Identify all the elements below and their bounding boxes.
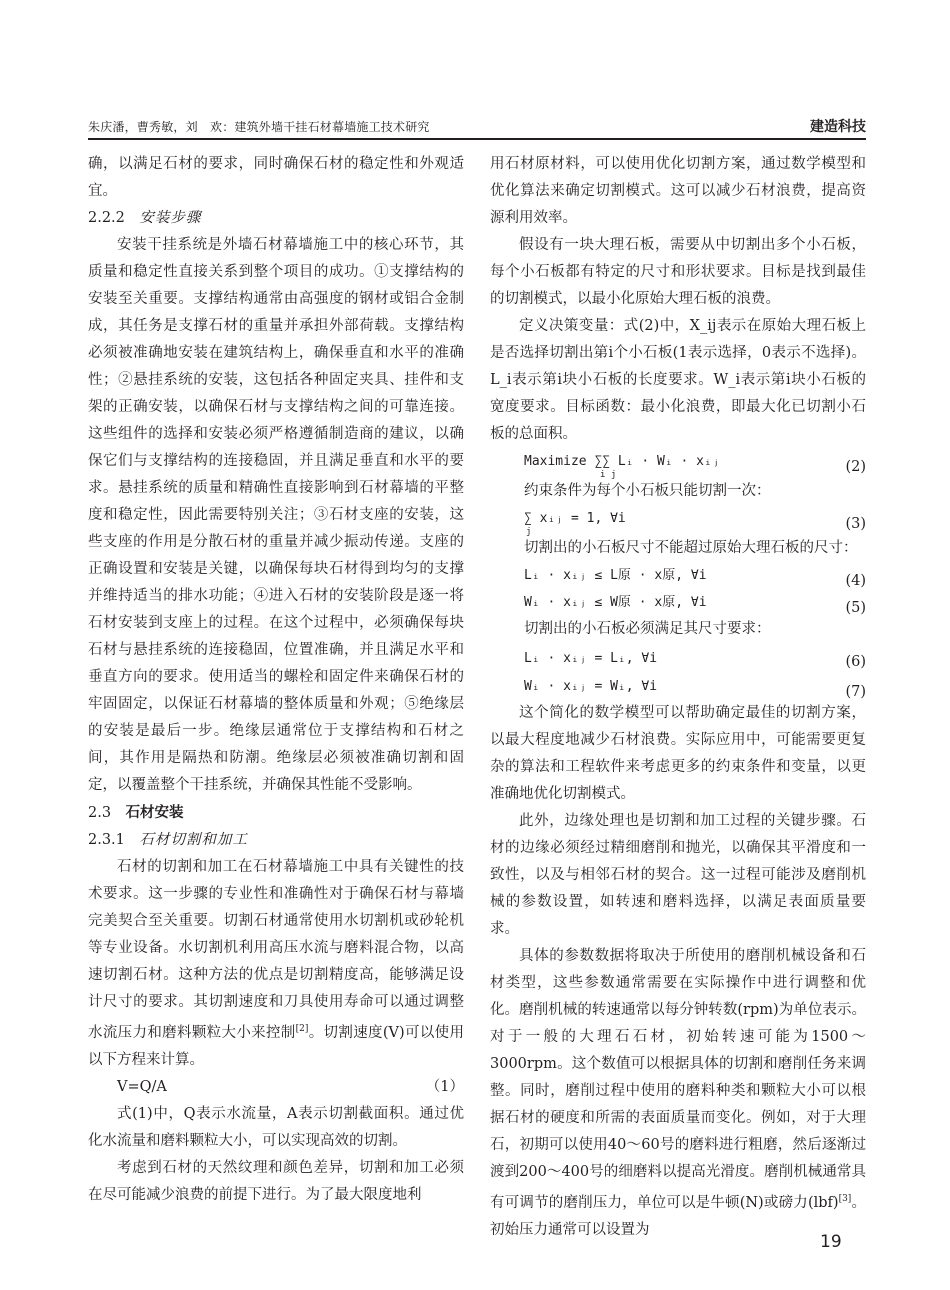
paragraph-install-steps: 安装干挂系统是外墙石材幕墙施工中的核心环节，其质量和稳定性直接关系到整个项目的成功。①支撑结构的安装至关重要。支撑结构通常由高强度的钢材或铝合金制成，其任务是支撑石材的重量并承担外部荷载。支撑结构必须被准确地安装在建筑结构上，确保垂直和水平的准确性；②悬挂系统的安装，这包括各种固定夹具、挂件和支架的正确安装，以确保石材与支撑结构之间的可靠连接。这些组件的选择和安装必须严格遵循制造商的建议，以确保它们与支撑结构的连接稳固，并且满足垂直和水平的要求。悬挂系统的质量和精确性直接影响到石材幕墙的平整度和稳定性，因此需要特别关注；③石材支座的安装，这些支座的作用是分散石材的重量并减少振动传递。支座的正确设置和安装是关键，以确保每块石材得到均匀的支撑并维持适当的排水功能；④进入石材的安装阶段是逐一将石材安装到支座上的过程。在这个过程中，必须确保每块石材与悬挂系统的连接稳固，位置准确，并且满足水平和垂直方向的要求。使用适当的螺栓和固定件来确保石材的牢固固定，以保证石材幕墙的整体质量和外观；⑤绝缘层的安装是最后一步。绝缘层通常位于支撑结构和石材之间，其作用是隔热和防潮。绝缘层必须被准确切割和固定，以覆盖整个干挂系统，并确保其性能不受影响。 [88, 237, 464, 793]
section-number: 2.3.1 [88, 832, 125, 848]
equation-expression: V=Q/A [117, 1078, 167, 1095]
section-title: 石材安装 [125, 804, 184, 821]
paragraph-continued: 确，以满足石材的要求，同时确保石材的稳定性和外观适宜。 [88, 156, 464, 199]
citation-ref[interactable]: [3] [838, 1194, 852, 1204]
journal-section-label: 建造科技 [810, 119, 866, 135]
equation-number: (5) [845, 600, 866, 616]
paragraph-assumption: 假设有一块大理石板，需要从中切割出多个小石板，每个小石板都有特定的尺寸和形状要求。目标是找到最佳的切割模式，以最小化原始大理石板的浪费。 [490, 237, 866, 307]
page-number: 19 [820, 1232, 842, 1252]
paragraph-text: 石材的切割和加工在石材幕墙施工中具有关键性的技术要求。这一步骤的专业性和准确性对于确保石材与幕墙完美契合至关重要。切割石材通常使用水切割机或砂轮机等专业设备。水切割机利用高压水流与磨料混合物，以高速切割石材。这种方法的优点是切割精度高，能够满足设计尺寸的要求。其切割速度和刀具使用寿命可以通过调整水流压力和磨料颗粒大小来控制 [88, 859, 464, 1041]
equation-3 [490, 505, 866, 535]
section-heading-2-3 [88, 799, 464, 827]
paragraph-define-variables: 定义决策变量：式(2)中，X_ij表示在原始大理石板上是否选择切割出第i个小石板(1表示选择，0表示不选择)。L_i表示第i块小石板的长度要求。W_i表示第i块小石板的宽度要求。目标函数：最小化浪费，即最大化已切割小石板的总面积。 [490, 318, 866, 442]
equation-number: (3) [845, 516, 866, 532]
section-heading-2-3-1 [88, 827, 464, 854]
equation-expression: ∑ xᵢⱼ = 1, ∀i [524, 511, 626, 526]
equation-2 [490, 448, 866, 478]
constraint-once-text: 约束条件为每个小石板只能切割一次： [524, 483, 771, 499]
paragraph-consider: 考虑到石材的天然纹理和颜色差异，切割和加工必须在尽可能减少浪费的前提下进行。为了最大限度地利 [88, 1159, 464, 1203]
running-header [88, 116, 866, 136]
paragraph-continued: 用石材原材料，可以使用优化切割方案，通过数学模型和优化算法来确定切割模式。这可以减少石材浪费，提高资源利用效率。 [490, 156, 866, 226]
paragraph-eq1-explain: 式(1)中，Q表示水流量，A表示切割截面积。通过优化水流量和磨料颗粒大小，可以实现高效的切割。 [88, 1105, 464, 1149]
equation-subscripts: i j [600, 470, 617, 480]
equation-number: (2) [845, 459, 866, 475]
paragraph-text: 。初始压力通常可以设置为 [490, 1194, 867, 1238]
equation-6 [490, 643, 866, 673]
citation-ref[interactable]: [2] [295, 1024, 309, 1034]
paragraph-grinding-params [490, 943, 866, 1244]
paragraph-cutting [88, 854, 464, 1074]
header-rule [88, 138, 866, 140]
section-title: 石材切割和加工 [139, 832, 248, 848]
paragraph-model-summary: 这个简化的数学模型可以帮助确定最佳的切割方案，以最大程度地减少石材浪费。实际应用中，可能需要更复杂的算法和工程软件来考虑更多的约束条件和变量，以更准确地优化切割模式。 [490, 705, 866, 802]
equation-expression: Lᵢ · xᵢⱼ = Lᵢ, ∀i [524, 651, 658, 666]
equation-number: (6) [845, 654, 866, 670]
right-column [490, 151, 866, 1244]
section-number: 2.3 [88, 805, 112, 821]
equation-expression: Maximize ∑∑ Lᵢ · Wᵢ · xᵢⱼ [524, 454, 720, 469]
equation-5 [490, 589, 866, 616]
paragraph-text: 。切割速度(V)可以使用以下方程来计算。 [88, 1024, 464, 1068]
section-number: 2.2.2 [88, 210, 125, 226]
paragraph-edge-processing: 此外，边缘处理也是切割和加工过程的关键步骤。石材的边缘必须经过精细磨削和抛光，以确保其平滑度和一致性，以及与相邻石材的契合。这一过程可能涉及磨削机械的参数设置，如转速和磨料选择，以满足表面质量要求。 [490, 813, 866, 937]
equation-subscripts: j [526, 527, 532, 537]
equation-number: （1） [425, 1078, 464, 1095]
constraint-meet-text: 切割出的小石板必须满足其尺寸要求： [524, 621, 771, 637]
equation-number: (4) [845, 573, 866, 589]
equation-number: (7) [845, 684, 866, 700]
header-authors-title: 朱庆潘，曹秀敏，刘 欢：建筑外墙干挂石材幕墙施工技术研究 [88, 120, 430, 134]
section-title: 安装步骤 [139, 210, 202, 226]
equation-4 [490, 562, 866, 589]
equation-expression: Wᵢ · xᵢⱼ ≤ W原 · x原, ∀i [524, 595, 707, 610]
equation-1 [88, 1074, 464, 1101]
equation-expression: Lᵢ · xᵢⱼ ≤ L原 · x原, ∀i [524, 568, 707, 583]
equation-expression: Wᵢ · xᵢⱼ = Wᵢ, ∀i [524, 679, 658, 694]
left-column [88, 151, 464, 1209]
constraint-size-text: 切割出的小石板尺寸不能超过原始大理石板的尺寸： [524, 540, 858, 556]
equation-7 [490, 673, 866, 700]
paragraph-text: 具体的参数数据将取决于所使用的磨削机械设备和石材类型，这些参数通常需要在实际操作中进行调整和优化。磨削机械的转速通常以每分钟转数(rpm)为单位表示。对于一般的大理石石材，初始转速可能为1500～3000rpm。这个数值可以根据具体的切割和磨削任务来调整。同时，磨削过程中使用的磨料种类和颗粒大小可以根据石材的硬度和所需的表面质量而变化。例如，对于大理石，初期可以使用40～60号的磨料进行粗磨，然后逐渐过渡到200～400号的细磨料以提高光滑度。磨削机械通常具有可调节的磨削压力，单位可以是牛顿(N)或磅力(lbf) [490, 948, 866, 1211]
section-heading-2-2-2 [88, 205, 464, 232]
